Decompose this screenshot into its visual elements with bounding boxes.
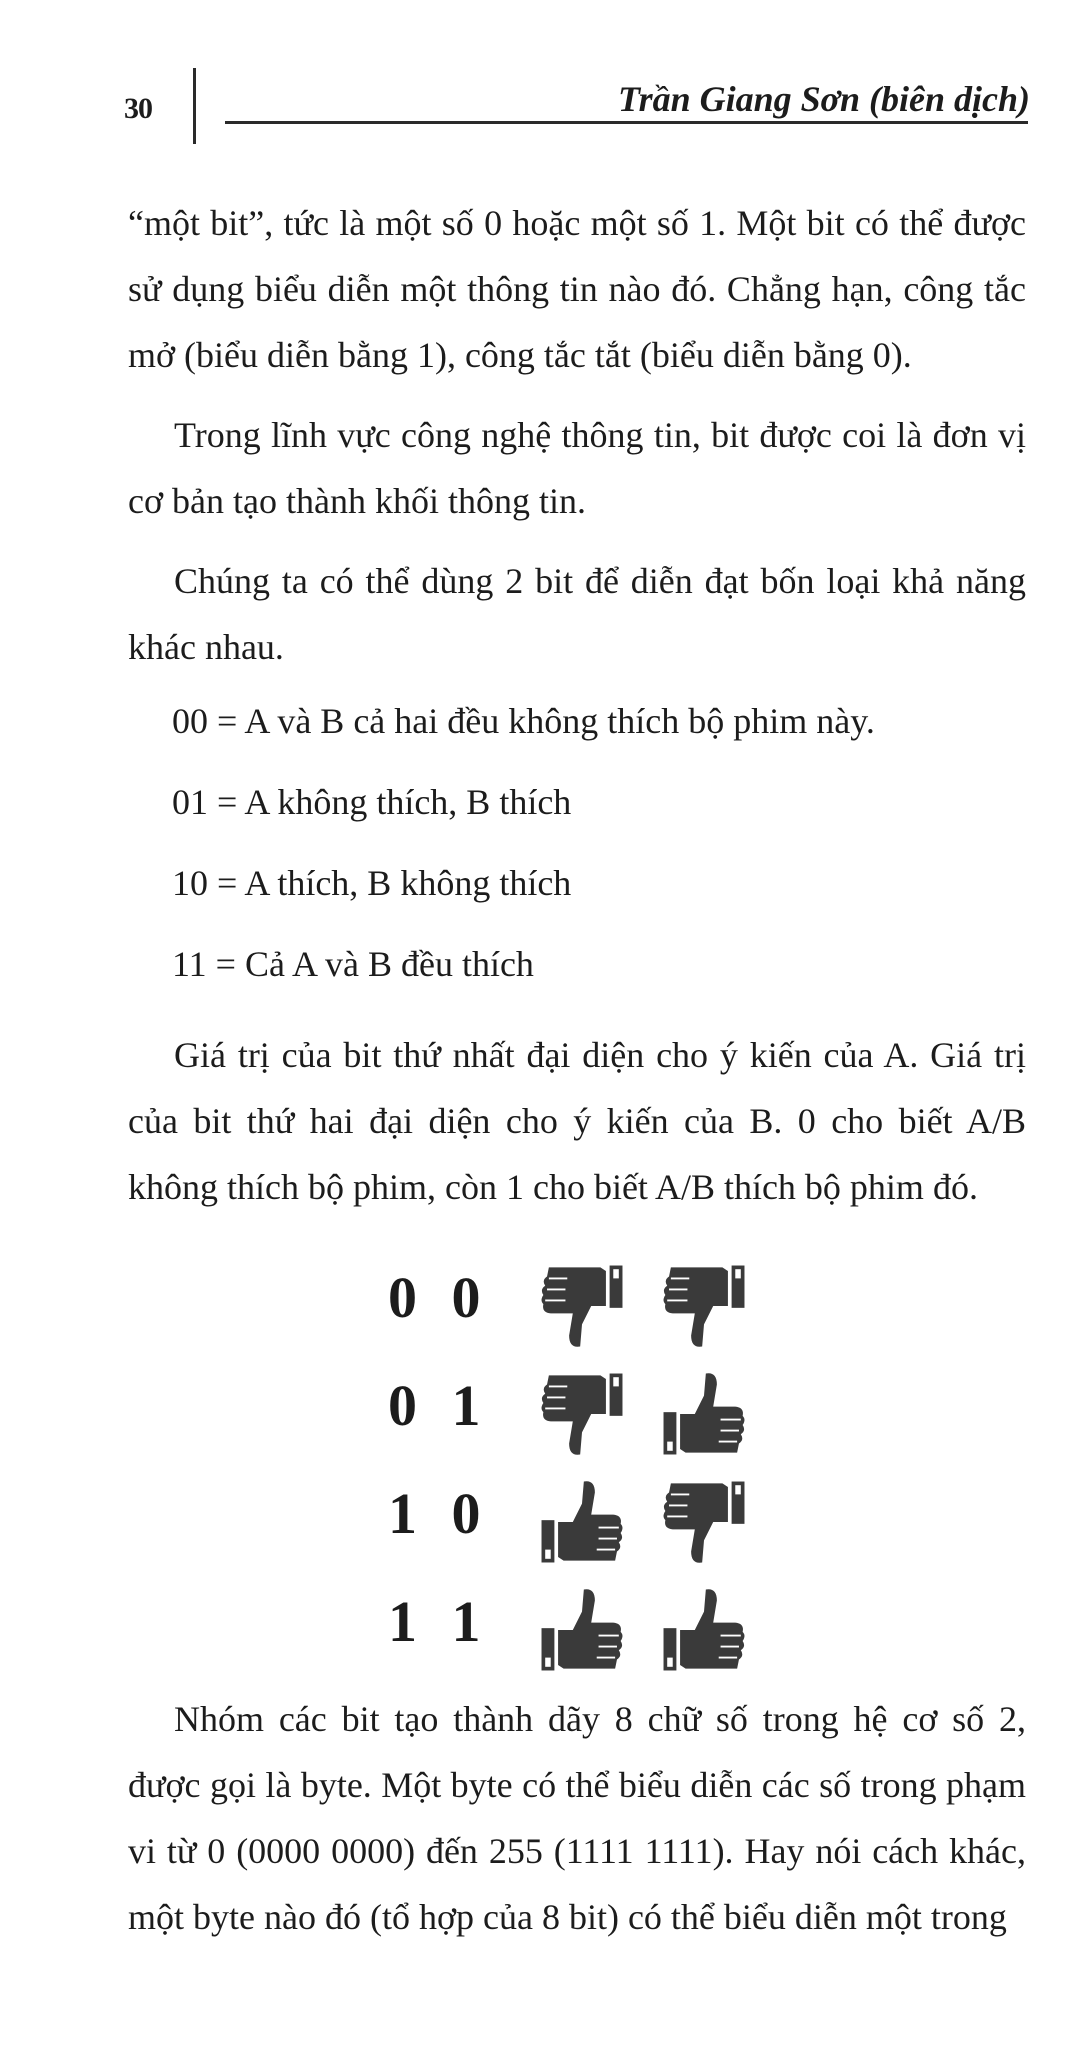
thumbs-up-icon [536,1582,628,1678]
header-rule [225,121,1028,124]
running-header: Trần Giang Sơn (biên dịch) [617,79,1030,119]
text-block-middle [128,1022,1026,1220]
thumbs-up-icon [536,1474,628,1570]
thumbs-down-icon [658,1474,750,1570]
paragraph-5: Nhóm các bit tạo thành dãy 8 chữ số trong hệ cơ số 2, được gọi là byte. Một byte có thể biểu diễn các số trong phạm vi từ 0 (0000 0000) đến 255 (1111 1111). Hay nói cách khác, một byte nào đó (tổ hợp của 8 bit) có thể biểu diễn một trong [128,1699,1026,1937]
bits-label: 0 1 [388,1373,491,1438]
code-line-11: 11 = Cả A và B đều thích [172,944,534,984]
code-line-00: 00 = A và B cả hai đều không thích bộ phim này. [172,701,875,741]
text-block-top [128,190,1026,680]
paragraph-4: Giá trị của bit thứ nhất đại diện cho ý kiến của A. Giá trị của bit thứ hai đại diện cho ý kiến của B. 0 cho biết A/B không thích bộ phim, còn 1 cho biết A/B thích bộ phim đó. [128,1035,1026,1207]
thumbs-up-icon [658,1582,750,1678]
paragraph-3: Chúng ta có thể dùng 2 bit để diễn đạt bốn loại khả năng khác nhau. [128,561,1026,667]
code-line-01: 01 = A không thích, B thích [172,782,572,822]
header-divider-vertical [193,68,196,144]
figure-row [388,1366,768,1466]
figure-row [388,1582,768,1682]
figure-row [388,1258,768,1358]
thumbs-up-icon [658,1366,750,1462]
thumbs-down-icon [658,1258,750,1354]
figure-row [388,1474,768,1574]
page-number: 30 [124,92,152,125]
thumbs-down-icon [536,1366,628,1462]
bits-label: 1 0 [388,1481,491,1546]
thumbs-down-icon [536,1258,628,1354]
code-line-10: 10 = A thích, B không thích [172,863,572,903]
paragraph-2: Trong lĩnh vực công nghệ thông tin, bit được coi là đơn vị cơ bản tạo thành khối thông tin. [128,415,1026,521]
bits-label: 1 1 [388,1589,491,1654]
bits-label: 0 0 [388,1265,491,1330]
text-block-bottom [128,1686,1026,1950]
paragraph-1: “một bit”, tức là một số 0 hoặc một số 1. Một bit có thể được sử dụng biểu diễn một thông tin nào đó. Chẳng hạn, công tắc mở (biểu diễn bằng 1), công tắc tắt (biểu diễn bằng 0). [128,203,1026,375]
